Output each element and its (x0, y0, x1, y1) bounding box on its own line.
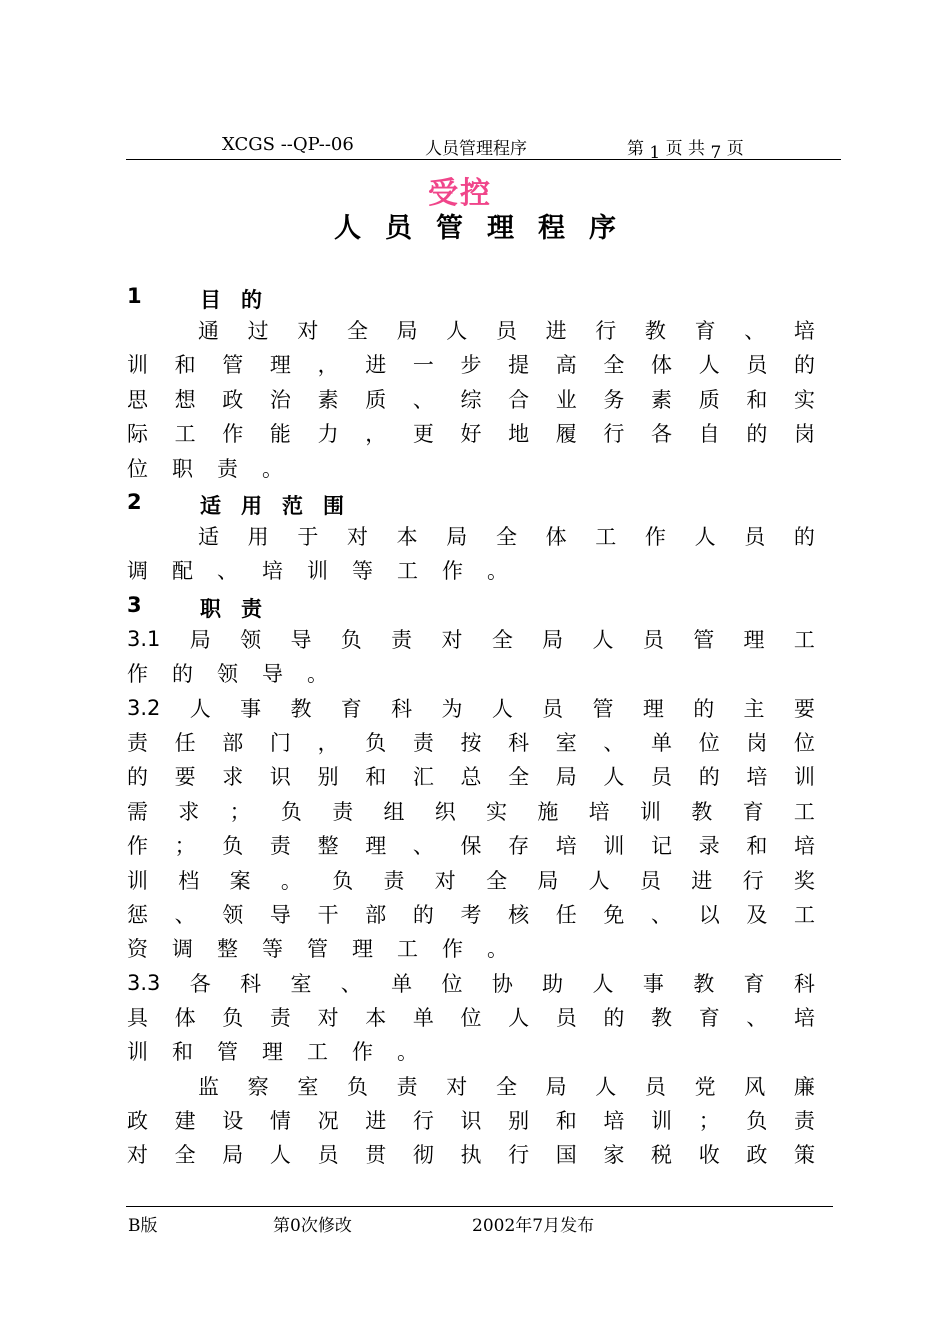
body-line: 作 的 领 导 。 (127, 662, 328, 686)
body-line: 对 全 局 人 员 贯 彻 执 行 国 家 税 收 政 策 (127, 1143, 815, 1167)
body-line: 的 要 求 识 别 和 汇 总 全 局 人 员 的 培 训 (127, 765, 815, 789)
body-line: 际 工 作 能 力 ， 更 好 地 履 行 各 自 的 岗 (127, 422, 815, 446)
body-line: 训 和 管 理 工 作 。 (127, 1040, 418, 1064)
body-line: 位 职 责 。 (127, 457, 283, 481)
section-title: 目的 (200, 288, 282, 312)
page-label-post: 页 (726, 139, 744, 159)
body-line: 责 任 部 门 ， 负 责 按 科 室 、 单 位 岗 位 (127, 731, 815, 755)
header-rule (126, 159, 841, 160)
body-line: 资 调 整 等 管 理 工 作 。 (127, 937, 508, 961)
body-line: 需 求 ； 负 责 组 织 实 施 培 训 教 育 工 (127, 800, 815, 824)
body-line: 调 配 、 培 训 等 工 作 。 (127, 559, 508, 583)
doc-header-title: 人员管理程序 (425, 139, 527, 159)
section-heading-2 (127, 490, 364, 520)
body-line: 作 ； 负 责 整 理 、 保 存 培 训 记 录 和 培 (127, 834, 815, 858)
page-label-mid: 页 共 (665, 139, 706, 159)
body-line: 通 过 对 全 局 人 员 进 行 教 育 、 培 (198, 319, 815, 343)
body-line: 思 想 政 治 素 质 、 综 合 业 务 素 质 和 实 (127, 388, 815, 412)
footer-revision: 第0次修改 (273, 1216, 352, 1236)
section-number: 2 (127, 490, 142, 514)
section-title: 适用范围 (200, 494, 364, 518)
section-number: 3 (127, 593, 142, 617)
section-heading-3 (127, 593, 282, 623)
body-line: 惩 、 领 导 干 部 的 考 核 任 免 、 以 及 工 (127, 903, 815, 927)
section-title: 职责 (200, 597, 282, 621)
body-line: 3.1 局 领 导 负 责 对 全 局 人 员 管 理 工 (127, 627, 815, 652)
footer-release: 2002年7月发布 (472, 1216, 595, 1236)
body-line: 监 察 室 负 责 对 全 局 人 员 党 风 廉 (198, 1075, 815, 1099)
body-line: 3.2 人 事 教 育 科 为 人 员 管 理 的 主 要 (127, 696, 815, 721)
page-title: 人员管理程序 (334, 213, 640, 244)
body-line: 训 和 管 理 ， 进 一 步 提 高 全 体 人 员 的 (127, 353, 815, 377)
body-line: 3.3 各 科 室 、 单 位 协 助 人 事 教 育 科 (127, 971, 815, 996)
footer-rule (126, 1206, 833, 1207)
section-number: 1 (127, 284, 142, 308)
body-line: 训 档 案 。 负 责 对 全 局 人 员 进 行 奖 (127, 869, 815, 893)
body-line: 具 体 负 责 对 本 单 位 人 员 的 教 育 、 培 (127, 1006, 815, 1030)
section-heading-1 (127, 284, 282, 314)
body-line: 适 用 于 对 本 局 全 体 工 作 人 员 的 (198, 525, 815, 549)
page-number: 1 (649, 143, 661, 163)
body-line: 政 建 设 情 况 进 行 识 别 和 培 训 ； 负 责 (127, 1109, 815, 1133)
page-total: 7 (710, 143, 722, 163)
controlled-stamp: 受控 (428, 176, 492, 211)
page-indicator (627, 134, 744, 163)
page-label-pre: 第 (627, 139, 644, 159)
footer-version: B版 (128, 1216, 158, 1236)
doc-code: XCGS --QP--06 (222, 134, 354, 155)
